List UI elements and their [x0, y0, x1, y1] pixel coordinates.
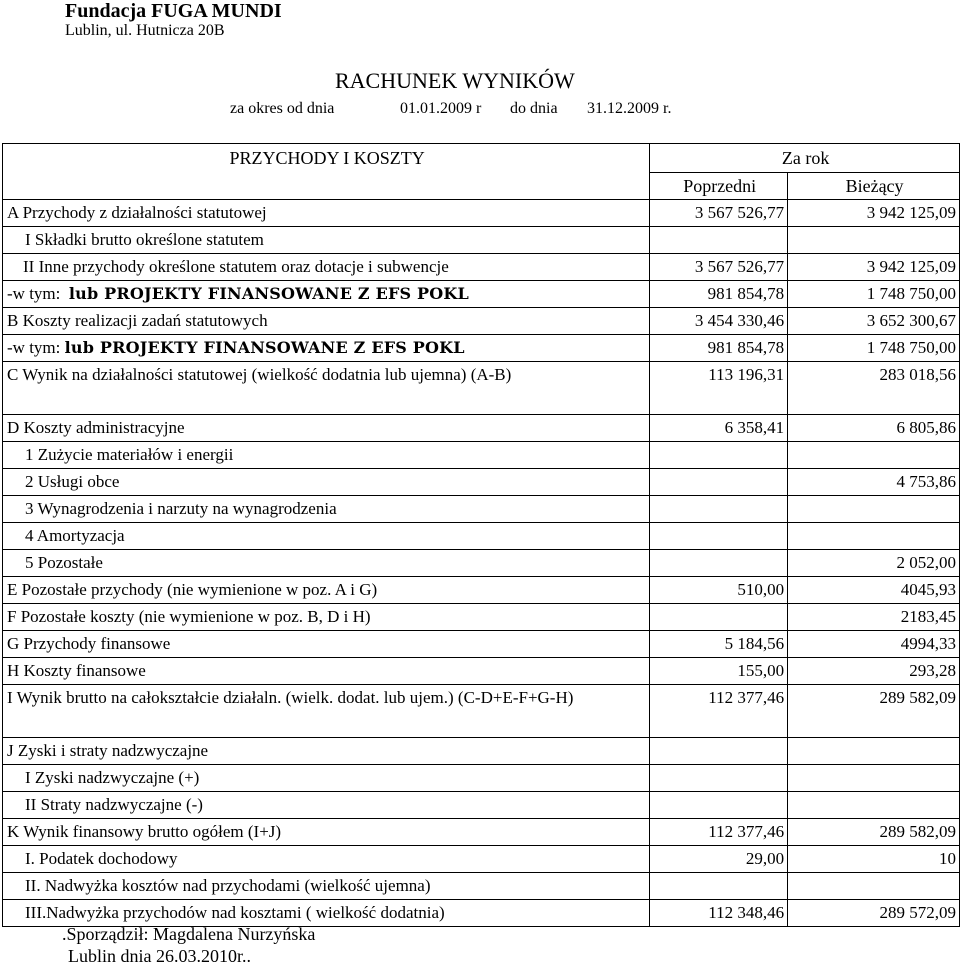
row-value-current: 2183,45: [788, 604, 960, 631]
table-row: [3, 658, 960, 685]
row-value-previous: [650, 792, 788, 819]
row-label: H Koszty finansowe: [3, 658, 650, 685]
row-label: C Wynik na działalności statutowej (wielkość dodatnia lub ujemna) (A-B): [3, 362, 650, 415]
row-value-previous: 29,00: [650, 846, 788, 873]
table-row: [3, 362, 960, 415]
table-row: [3, 900, 960, 927]
row-value-current: 3 652 300,67: [788, 308, 960, 335]
row-value-previous: 981 854,78: [650, 281, 788, 308]
row-label: 5 Pozostałe: [3, 550, 650, 577]
row-value-previous: [650, 469, 788, 496]
row-value-current: [788, 523, 960, 550]
row-label: II. Nadwyżka kosztów nad przychodami (wielkość ujemna): [3, 873, 650, 900]
table-row: [3, 792, 960, 819]
row-label-prefix: -w tym:: [7, 284, 61, 303]
row-value-current: 283 018,56: [788, 362, 960, 415]
row-value-previous: 3 454 330,46: [650, 308, 788, 335]
table-row: [3, 335, 960, 362]
table-row: [3, 738, 960, 765]
row-value-previous: [650, 227, 788, 254]
row-value-current: [788, 227, 960, 254]
row-value-previous: [650, 442, 788, 469]
row-value-current: [788, 792, 960, 819]
table-row: [3, 631, 960, 658]
table-row: [3, 415, 960, 442]
table-row: [3, 765, 960, 792]
row-value-previous: [650, 550, 788, 577]
row-label: I Wynik brutto na całokształcie działaln. (wielk. dodat. lub ujem.) (C-D+E-F+G-H): [3, 685, 650, 738]
header-cell-label: PRZYCHODY I KOSZTY: [3, 144, 650, 173]
row-value-current: 289 572,09: [788, 900, 960, 927]
prepared-by: .Sporządził: Magdalena Nurzyńska: [62, 924, 316, 944]
period-to-label: do dnia: [510, 100, 558, 117]
header-cell-period: Za rok: [650, 144, 960, 173]
row-value-previous: 112 377,46: [650, 685, 788, 738]
row-label: I. Podatek dochodowy: [3, 846, 650, 873]
row-value-previous: [650, 496, 788, 523]
row-value-current: 4045,93: [788, 577, 960, 604]
reporting-period: [230, 100, 671, 118]
row-value-current: [788, 442, 960, 469]
table-row: [3, 442, 960, 469]
organization-address: Lublin, ul. Hutnicza 20B: [65, 22, 225, 39]
row-value-previous: [650, 765, 788, 792]
row-value-current: 1 748 750,00: [788, 335, 960, 362]
row-label: B Koszty realizacji zadań statutowych: [3, 308, 650, 335]
table-row: [3, 685, 960, 738]
row-value-previous: 112 348,46: [650, 900, 788, 927]
period-from-date: 01.01.2009 r: [400, 100, 482, 117]
table-row: [3, 604, 960, 631]
row-label: J Zyski i straty nadzwyczajne: [3, 738, 650, 765]
row-value-current: 4994,33: [788, 631, 960, 658]
row-label: E Pozostałe przychody (nie wymienione w poz. A i G): [3, 577, 650, 604]
row-label: 1 Zużycie materiałów i energii: [3, 442, 650, 469]
row-value-previous: [650, 873, 788, 900]
document-title: RACHUNEK WYNIKÓW: [335, 68, 575, 93]
row-label: F Pozostałe koszty (nie wymienione w poz. B, D i H): [3, 604, 650, 631]
row-value-previous: 155,00: [650, 658, 788, 685]
row-value-current: [788, 873, 960, 900]
row-label-project: lub PROJEKTY FINANSOWANE Z EFS POKL: [64, 338, 465, 357]
row-label: 3 Wynagrodzenia i narzuty na wynagrodzenia: [3, 496, 650, 523]
row-value-current: 293,28: [788, 658, 960, 685]
table-row: [3, 550, 960, 577]
row-value-current: 289 582,09: [788, 819, 960, 846]
row-label: I Zyski nadzwyczajne (+): [3, 765, 650, 792]
row-label: II Straty nadzwyczajne (-): [3, 792, 650, 819]
row-value-previous: 113 196,31: [650, 362, 788, 415]
table-row: [3, 200, 960, 227]
row-value-current: [788, 738, 960, 765]
table-row: [3, 523, 960, 550]
table-row: [3, 819, 960, 846]
table-row: [3, 281, 960, 308]
row-value-current: 3 942 125,09: [788, 254, 960, 281]
row-label: II Inne przychody określone statutem oraz dotacje i subwencje: [3, 254, 650, 281]
row-value-previous: 981 854,78: [650, 335, 788, 362]
row-value-previous: 3 567 526,77: [650, 200, 788, 227]
table-row: [3, 227, 960, 254]
period-to-date: 31.12.2009 r.: [587, 100, 672, 117]
row-value-current: 3 942 125,09: [788, 200, 960, 227]
row-value-previous: [650, 604, 788, 631]
row-value-current: [788, 765, 960, 792]
organization-name: Fundacja FUGA MUNDI: [65, 0, 282, 22]
table-subheader-row: [3, 173, 960, 200]
row-label: G Przychody finansowe: [3, 631, 650, 658]
row-value-current: 289 582,09: [788, 685, 960, 738]
row-label: [3, 335, 650, 362]
row-label: D Koszty administracyjne: [3, 415, 650, 442]
row-label: 2 Usługi obce: [3, 469, 650, 496]
row-label: K Wynik finansowy brutto ogółem (I+J): [3, 819, 650, 846]
column-header-current: Bieżący: [788, 173, 960, 200]
table-row: [3, 496, 960, 523]
row-label: III.Nadwyżka przychodów nad kosztami ( wielkość dodatnia): [3, 900, 650, 927]
place-and-date: Lublin dnia 26.03.2010r..: [68, 946, 251, 966]
row-value-current: [788, 496, 960, 523]
row-value-previous: 6 358,41: [650, 415, 788, 442]
header-cell-empty: [3, 173, 650, 200]
table-row: [3, 469, 960, 496]
row-value-previous: [650, 523, 788, 550]
row-value-previous: 5 184,56: [650, 631, 788, 658]
row-label-prefix: -w tym:: [7, 338, 61, 357]
row-value-previous: 510,00: [650, 577, 788, 604]
row-value-current: 4 753,86: [788, 469, 960, 496]
row-value-current: 1 748 750,00: [788, 281, 960, 308]
table-row: [3, 873, 960, 900]
row-label-project: lub PROJEKTY FINANSOWANE Z EFS POKL: [68, 284, 469, 303]
row-value-current: 2 052,00: [788, 550, 960, 577]
table-row: [3, 577, 960, 604]
table-row: [3, 846, 960, 873]
row-label: 4 Amortyzacja: [3, 523, 650, 550]
row-label: [3, 281, 650, 308]
table-row: [3, 308, 960, 335]
row-value-previous: [650, 738, 788, 765]
period-from-label: za okres od dnia: [230, 100, 335, 117]
row-value-current: 6 805,86: [788, 415, 960, 442]
income-statement-table: [2, 143, 960, 927]
table-header-row: [3, 144, 960, 173]
row-value-previous: 112 377,46: [650, 819, 788, 846]
column-header-previous: Poprzedni: [650, 173, 788, 200]
row-value-current: 10: [788, 846, 960, 873]
row-value-previous: 3 567 526,77: [650, 254, 788, 281]
row-label: A Przychody z działalności statutowej: [3, 200, 650, 227]
table-row: [3, 254, 960, 281]
row-label: I Składki brutto określone statutem: [3, 227, 650, 254]
